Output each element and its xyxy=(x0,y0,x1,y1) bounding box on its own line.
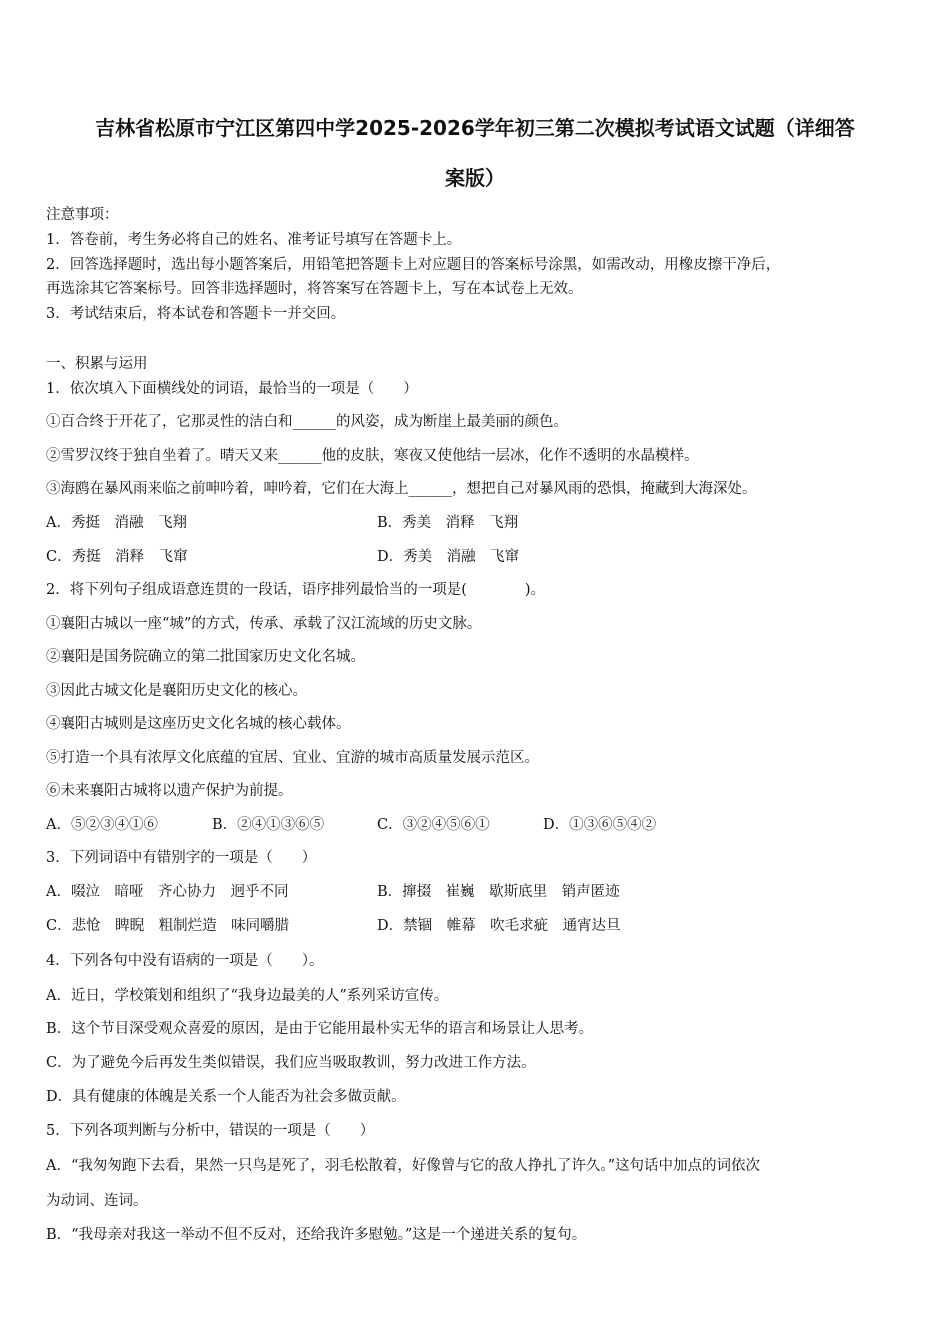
q5-option-b: B．“我母亲对我这一举动不但不反对，还给我许多慰勉。”这是一个递进关系的复句。 xyxy=(46,1227,587,1243)
note-3: 3．考试结束后，将本试卷和答题卡一并交回。 xyxy=(46,306,346,322)
q1-option-a: A．秀挺 消融 飞翔 xyxy=(46,515,187,531)
page-title: 吉林省松原市宁江区第四中学2025-2026学年初三第二次模拟考试语文试题（详细答 xyxy=(95,116,855,140)
q3-stem: 3．下列词语中有错别字的一项是（ ） xyxy=(46,850,317,866)
q1-option-d: D．秀美 消融 飞窜 xyxy=(377,549,520,565)
q2-sentence-1: ①襄阳古城以一座“城”的方式，传承、承载了汉江流域的历史文脉。 xyxy=(46,616,482,632)
q2-sentence-5: ⑤打造一个具有浓厚文化底蕴的宜居、宜业、宜游的城市高质量发展示范区。 xyxy=(46,750,539,766)
q2-sentence-6: ⑥未来襄阳古城将以遗产保护为前提。 xyxy=(46,783,293,799)
section-heading: 一、积累与运用 xyxy=(46,356,148,372)
q4-option-b: B．这个节目深受观众喜爱的原因，是由于它能用最朴实无华的语言和场景让人思考。 xyxy=(46,1021,594,1037)
notes-heading: 注意事项： xyxy=(46,207,119,223)
q2-sentence-3: ③因此古城文化是襄阳历史文化的核心。 xyxy=(46,683,307,699)
q1-stem: 1．依次填入下面横线处的词语，最恰当的一项是（ ） xyxy=(46,381,418,397)
page-title-continued: 案版） xyxy=(445,166,505,190)
q3-option-d: D．禁锢 帷幕 吹毛求疵 通宵达旦 xyxy=(377,918,621,934)
q4-option-c: C．为了避免今后再发生类似错误，我们应当吸取教训，努力改进工作方法。 xyxy=(46,1055,536,1071)
note-2: 2．回答选择题时，选出每小题答案后，用铅笔把答题卡上对应题目的答案标号涂黑，如需改动，用橡皮擦干净后， xyxy=(46,257,781,273)
q4-stem: 4．下列各句中没有语病的一项是（ ）。 xyxy=(46,953,324,969)
q2-option-c: C．③②④⑤⑥① xyxy=(377,817,490,833)
q2-stem: 2．将下列句子组成语意连贯的一段话，语序排列最恰当的一项是( )。 xyxy=(46,582,546,598)
q3-option-b: B．撺掇 崔巍 歇斯底里 销声匿迹 xyxy=(377,884,620,900)
q4-option-a: A．近日，学校策划和组织了“我身边最美的人”系列采访宣传。 xyxy=(46,988,449,1004)
q2-sentence-2: ②襄阳是国务院确立的第二批国家历史文化名城。 xyxy=(46,649,365,665)
q5-option-a-continued: 为动词、连词。 xyxy=(46,1193,148,1209)
q1-option-b: B．秀美 消释 飞翔 xyxy=(377,515,519,531)
q2-option-a: A．⑤②③④①⑥ xyxy=(46,817,158,833)
q1-sentence-2: ②雪罗汉终于独自坐着了。晴天又来______他的皮肤，寒夜又使他结一层冰，化作不透明的水晶模样。 xyxy=(46,448,699,464)
q4-option-d: D．具有健康的体魄是关系一个人能否为社会多做贡献。 xyxy=(46,1089,406,1105)
q1-sentence-3: ③海鸥在暴风雨来临之前呻吟着，呻吟着，它们在大海上______，想把自己对暴风雨的恐惧，掩藏到大海深处。 xyxy=(46,481,757,497)
q1-sentence-1: ①百合终于开花了，它那灵性的洁白和______的风姿，成为断崖上最美丽的颜色。 xyxy=(46,414,568,430)
q5-option-a: A．“我匆匆跑下去看，果然一只鸟是死了，羽毛松散着，好像曾与它的敌人挣扎了许久。”这句话中加点的词依次 xyxy=(46,1158,761,1174)
note-2-continued: 再选涂其它答案标号。回答非选择题时，将答案写在答题卡上，写在本试卷上无效。 xyxy=(46,281,583,297)
q3-option-a: A．啜泣 暗哑 齐心协力 迥乎不同 xyxy=(46,884,289,900)
q3-option-c: C．悲怆 睥睨 粗制烂造 味同嚼腊 xyxy=(46,918,290,934)
q5-stem: 5．下列各项判断与分析中，错误的一项是（ ） xyxy=(46,1123,375,1139)
q2-option-d: D．①③⑥⑤④② xyxy=(543,817,657,833)
q2-option-b: B．②④①③⑥⑤ xyxy=(212,817,325,833)
q2-sentence-4: ④襄阳古城则是这座历史文化名城的核心载体。 xyxy=(46,716,351,732)
q1-option-c: C．秀挺 消释 飞窜 xyxy=(46,549,188,565)
note-1: 1．答卷前，考生务必将自己的姓名、准考证号填写在答题卡上。 xyxy=(46,232,462,248)
